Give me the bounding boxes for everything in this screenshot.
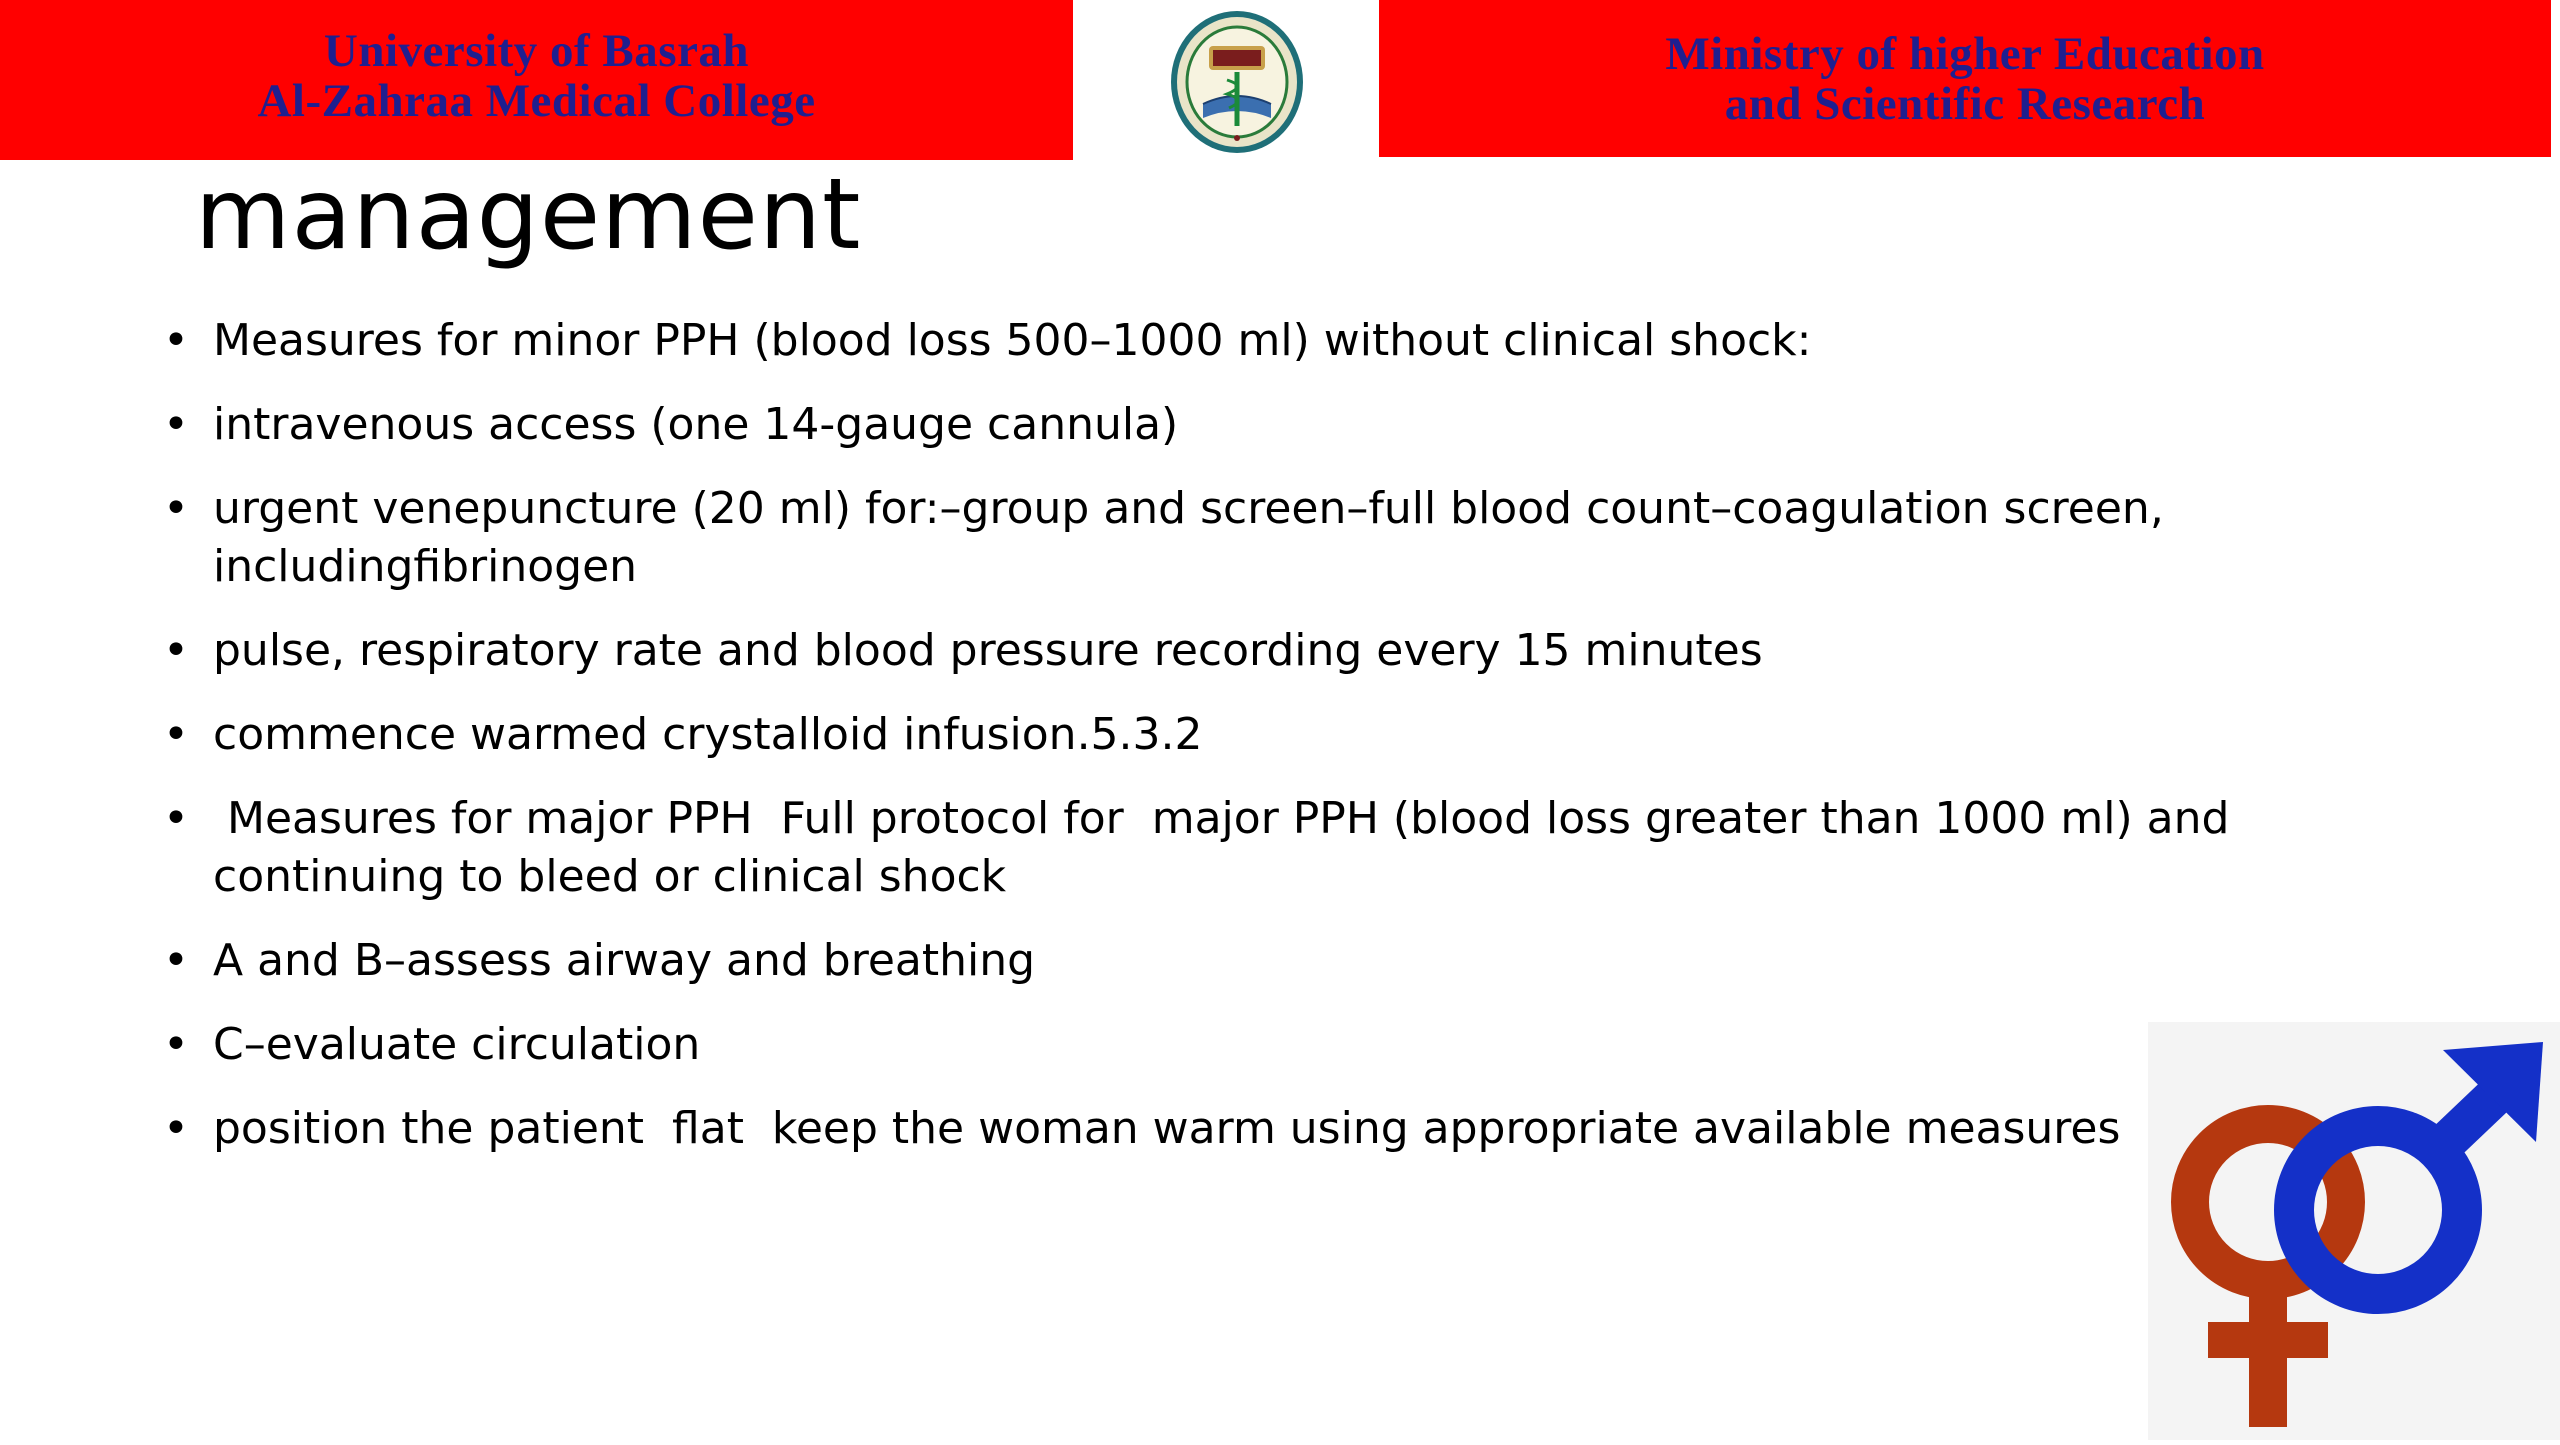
college-seal-icon xyxy=(1167,8,1307,156)
bullet-item: • position the patient flat keep the woman warm using appropriate available measures xyxy=(163,1100,2263,1158)
bullet-item: • C–evaluate circulation xyxy=(163,1016,2263,1074)
university-banner xyxy=(0,0,1073,160)
college-name: Al-Zahraa Medical College xyxy=(257,75,816,127)
ministry-name: Ministry of higher Education xyxy=(1665,27,2265,80)
ministry-banner xyxy=(1379,0,2551,157)
bullet-item: • commence warmed crystalloid infusion.5.3.2 xyxy=(163,706,2263,764)
bullet-item: • urgent venepuncture (20 ml) for:–group and screen–full blood count–coagulation screen, includingfibrinogen xyxy=(163,480,2263,596)
slide-title: management xyxy=(195,158,862,272)
bullet-item: • Measures for minor PPH (blood loss 500–1000 ml) without clinical shock: xyxy=(163,312,2263,370)
bullet-item: • intravenous access (one 14-gauge cannula) xyxy=(163,396,2263,454)
university-name: University of Basrah xyxy=(323,25,750,77)
bullet-item: • A and B–assess airway and breathing xyxy=(163,932,2263,990)
ministry-subtitle: and Scientific Research xyxy=(1724,77,2206,130)
male-female-symbol-icon xyxy=(2148,1022,2560,1440)
bullet-list xyxy=(163,312,2263,1184)
bullet-item: • Measures for major PPH Full protocol for major PPH (blood loss greater than 1000 ml) and continuing to bleed or clinical shock xyxy=(163,790,2263,906)
bullet-item: • pulse, respiratory rate and blood pressure recording every 15 minutes xyxy=(163,622,2263,680)
